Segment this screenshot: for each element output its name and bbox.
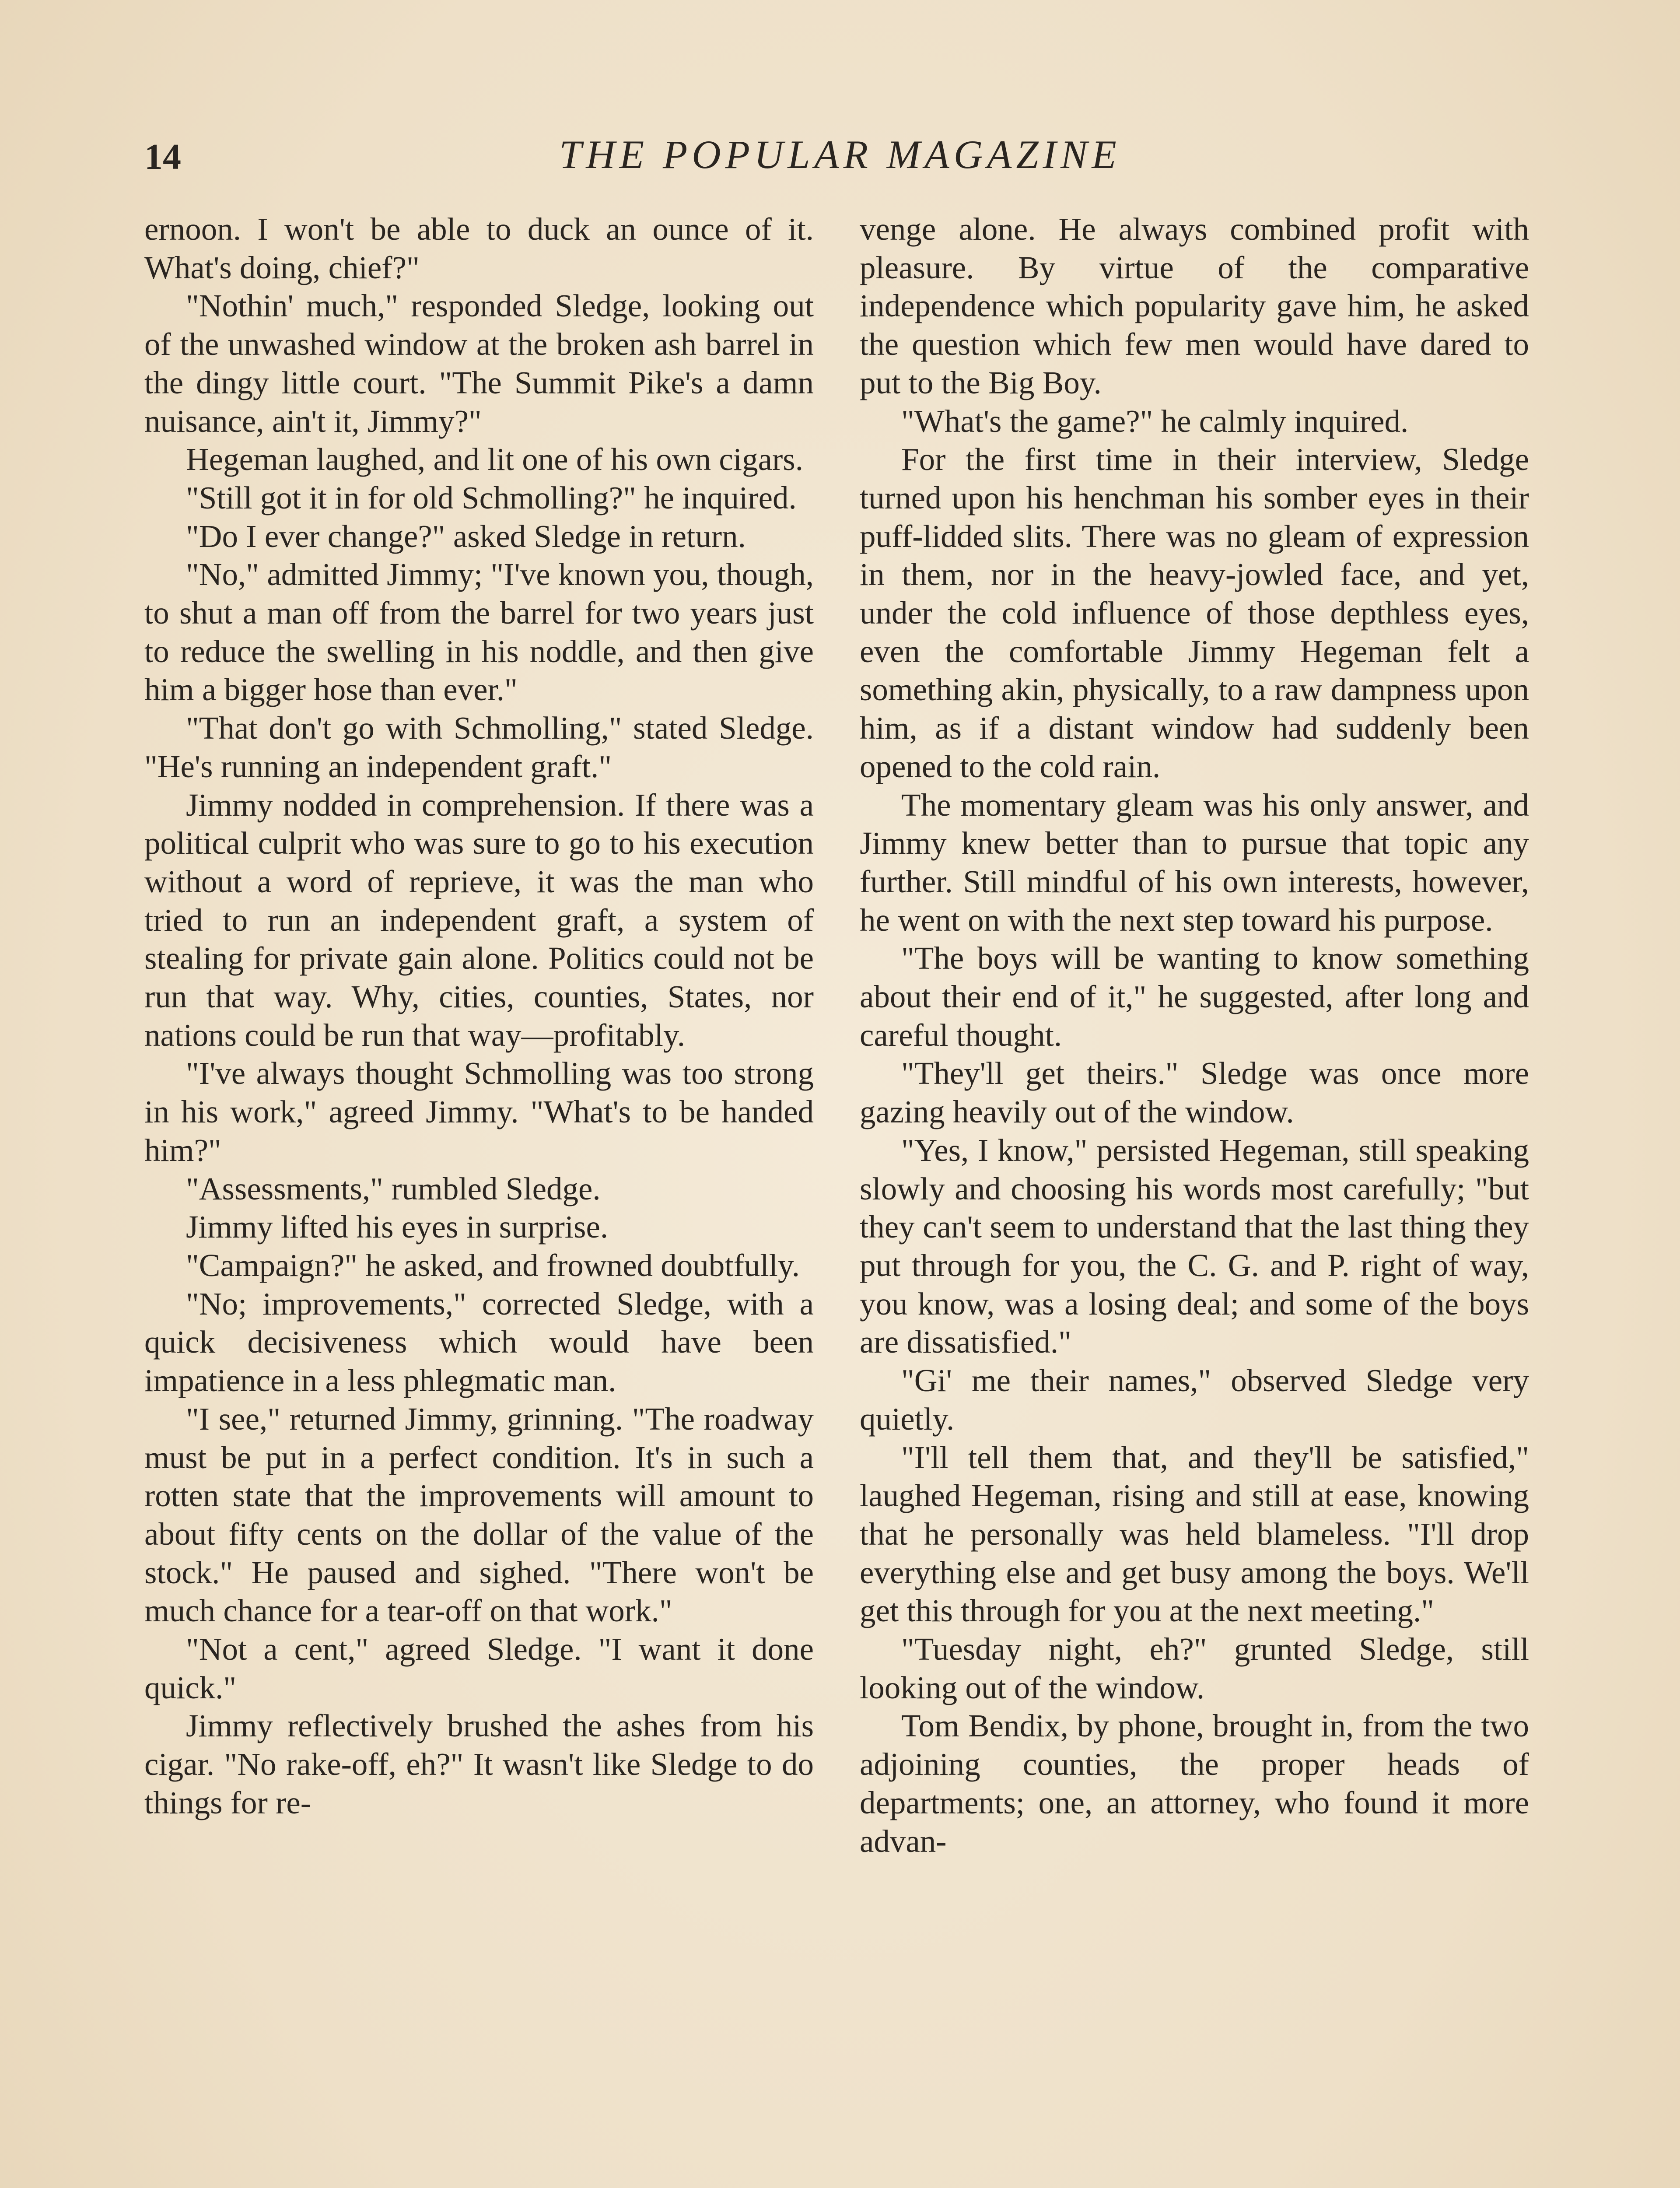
page-header	[144, 131, 1536, 184]
running-title: THE POPULAR MAGAZINE	[559, 132, 1121, 177]
paragraph: "What's the game?" he calmly inquired.	[901, 403, 1409, 439]
paragraph: Jimmy nodded in comprehension. If there was a political culprit who was sure to go to his execution without a word of reprieve, it was the man who tried to run an independent graft, a system of stealing for private gain alone. Politics could not be run that way. Why, cities, counties, States, nor nations could be run that way—profitably.	[144, 787, 814, 1053]
paragraph: "That don't go with Schmolling," stated Sledge. "He's running an independent graft."	[144, 710, 814, 784]
paragraph: "Campaign?" he asked, and frowned doubtfully.	[186, 1247, 800, 1283]
paragraph: "The boys will be wanting to know something about their end of it," he suggested, after long and careful thought.	[860, 940, 1529, 1053]
paragraph: "Assessments," rumbled Sledge.	[186, 1171, 601, 1206]
paragraph: "No," admitted Jimmy; "I've known you, though, to shut a man off from the barrel for two years just to reduce the swelling in his noddle, and then give him a bigger hose than ever."	[144, 557, 814, 708]
left-column	[144, 210, 814, 1822]
page-number: 14	[144, 137, 181, 177]
paragraph: Jimmy reflectively brushed the ashes from his cigar. "No rake-off, eh?" It wasn't like Sledge to do things for re-	[144, 1708, 814, 1820]
paragraph: ernoon. I won't be able to duck an ounce of it. What's doing, chief?"	[144, 211, 814, 285]
paragraph: Jimmy lifted his eyes in surprise.	[186, 1209, 609, 1245]
paragraph: "Gi' me their names," observed Sledge very quietly.	[860, 1363, 1529, 1437]
paragraph: "Still got it in for old Schmolling?" he inquired.	[186, 480, 797, 515]
paragraph: venge alone. He always combined profit with pleasure. By virtue of the comparative independence which popularity gave him, he asked the question which few men would have dared to put to the Big Boy.	[860, 211, 1529, 400]
paragraph: Tom Bendix, by phone, brought in, from the two adjoining counties, the proper heads of departments; one, an attorney, who found it more advan-	[860, 1708, 1529, 1859]
paragraph: "Tuesday night, eh?" grunted Sledge, still looking out of the window.	[860, 1631, 1529, 1705]
paragraph: "Do I ever change?" asked Sledge in return.	[186, 518, 746, 554]
right-column	[860, 210, 1529, 1860]
paragraph: "No; improvements," corrected Sledge, with a quick decisiveness which would have been impatience in a less phlegmatic man.	[144, 1286, 814, 1399]
paragraph: Hegeman laughed, and lit one of his own cigars.	[186, 442, 803, 477]
paragraph: "They'll get theirs." Sledge was once more gazing heavily out of the window.	[860, 1055, 1529, 1130]
paragraph: "I see," returned Jimmy, grinning. "The roadway must be put in a perfect condition. It's in such a rotten state that the improvements will amount to about fifty cents on the dollar of the value of the stock." He paused and sighed. "There won't be much chance for a tear-off on that work."	[144, 1401, 814, 1629]
paragraph: For the first time in their interview, Sledge turned upon his henchman his somber eyes in their puff-lidded slits. There was no gleam of expression in them, nor in the heavy-jowled face, and yet, under the cold influence of those depthless eyes, even the comfortable Jimmy Hegeman felt a something akin, physically, to a raw dampness upon him, as if a distant window had suddenly been opened to the cold rain.	[860, 442, 1529, 784]
paragraph: "Not a cent," agreed Sledge. "I want it done quick."	[144, 1631, 814, 1705]
paragraph: "I've always thought Schmolling was too strong in his work," agreed Jimmy. "What's to be handed him?"	[144, 1055, 814, 1168]
paragraph: The momentary gleam was his only answer, and Jimmy knew better than to pursue that topic any further. Still mindful of his own interests, however, he went on with the next step toward his purpose.	[860, 787, 1529, 938]
paragraph: "Nothin' much," responded Sledge, looking out of the unwashed window at the broken ash barrel in the dingy little court. "The Summit Pike's a damn nuisance, ain't it, Jimmy?"	[144, 288, 814, 439]
paragraph: "I'll tell them that, and they'll be satisfied," laughed Hegeman, rising and still at ease, knowing that he personally was held blameless. "I'll drop everything else and get busy among the boys. We'll get this through for you at the next meeting."	[860, 1439, 1529, 1629]
paragraph: "Yes, I know," persisted Hegeman, still speaking slowly and choosing his words most carefully; "but they can't seem to understand that the last thing they put through for you, the C. G. and P. right of way, you know, was a losing deal; and some of the boys are dissatisfied."	[860, 1132, 1529, 1360]
